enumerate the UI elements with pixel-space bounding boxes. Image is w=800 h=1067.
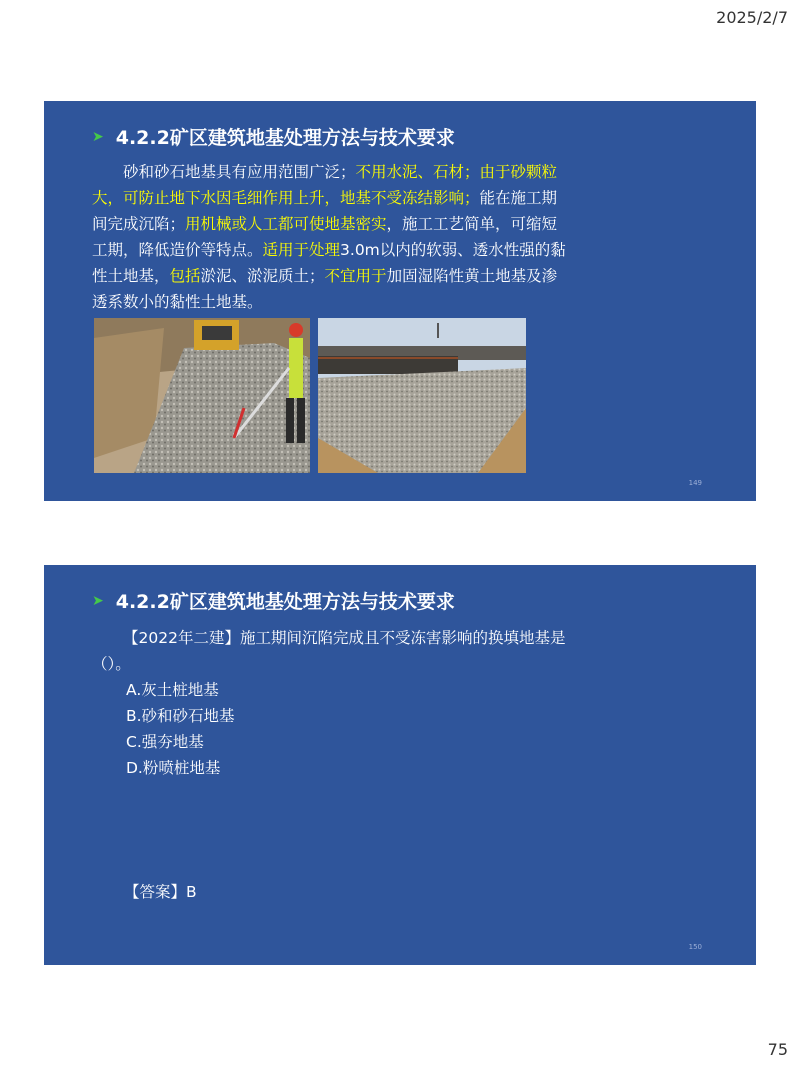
body-text: 淤泥、淤泥质土； xyxy=(200,267,325,285)
option-c: C.强夯地基 xyxy=(126,733,204,751)
highlighted-text: 不宜用于 xyxy=(324,267,387,285)
slide-149 xyxy=(44,101,756,501)
slide-150 xyxy=(44,565,756,965)
arrow-bullet-icon: ➤ xyxy=(92,128,104,145)
arrow-bullet-icon: ➤ xyxy=(92,592,104,609)
gravel-foundation-site-photo xyxy=(318,318,526,473)
highlighted-text: 不用水泥、石材；由于砂颗粒大，可防止地下水因毛细作用上升，地基不受冻结影响； xyxy=(92,163,558,207)
highlighted-text: 包括 xyxy=(169,267,201,285)
photo-row xyxy=(94,318,526,473)
slide-title-text: 4.2.2矿区建筑地基处理方法与技术要求 xyxy=(115,127,455,149)
slide-title-text: 4.2.2矿区建筑地基处理方法与技术要求 xyxy=(115,591,455,613)
question-text: 【2022年二建】施工期间沉陷完成且不受冻害影响的换填地基是（）。 xyxy=(92,629,566,673)
highlighted-text: 适用于处理 xyxy=(262,241,341,259)
answer-text: 【答案】B xyxy=(124,883,197,901)
option-d: D.粉喷桩地基 xyxy=(126,759,221,777)
slide-title xyxy=(92,123,455,150)
slide-number: 150 xyxy=(688,943,702,951)
slide-title xyxy=(92,587,455,614)
body-text: 砂和砂石地基具有应用范围广泛； xyxy=(123,163,356,181)
option-a: A.灰土桩地基 xyxy=(126,681,219,699)
slide-body-text xyxy=(92,159,572,315)
body-text: 能在施工期间完成沉陷； xyxy=(92,189,558,233)
question-block xyxy=(92,625,572,781)
body-text: 加固湿陷性黄土地基及渗透系数小的黏性土地基。 xyxy=(92,267,558,311)
print-date: 2025/2/7 xyxy=(716,8,788,27)
body-text: ，施工工艺简单，可缩短工期，降低造价等特点。 xyxy=(92,215,558,259)
option-b: B.砂和砂石地基 xyxy=(126,707,235,725)
body-text: 3.0m以内的软弱、透水性强的黏性土地基， xyxy=(92,241,566,285)
page-number: 75 xyxy=(767,1040,788,1059)
gravel-compaction-photo xyxy=(94,318,310,473)
body-paragraph xyxy=(92,159,572,315)
highlighted-text: 用机械或人工都可使地基密实 xyxy=(185,215,387,233)
slide-number: 149 xyxy=(688,479,702,487)
